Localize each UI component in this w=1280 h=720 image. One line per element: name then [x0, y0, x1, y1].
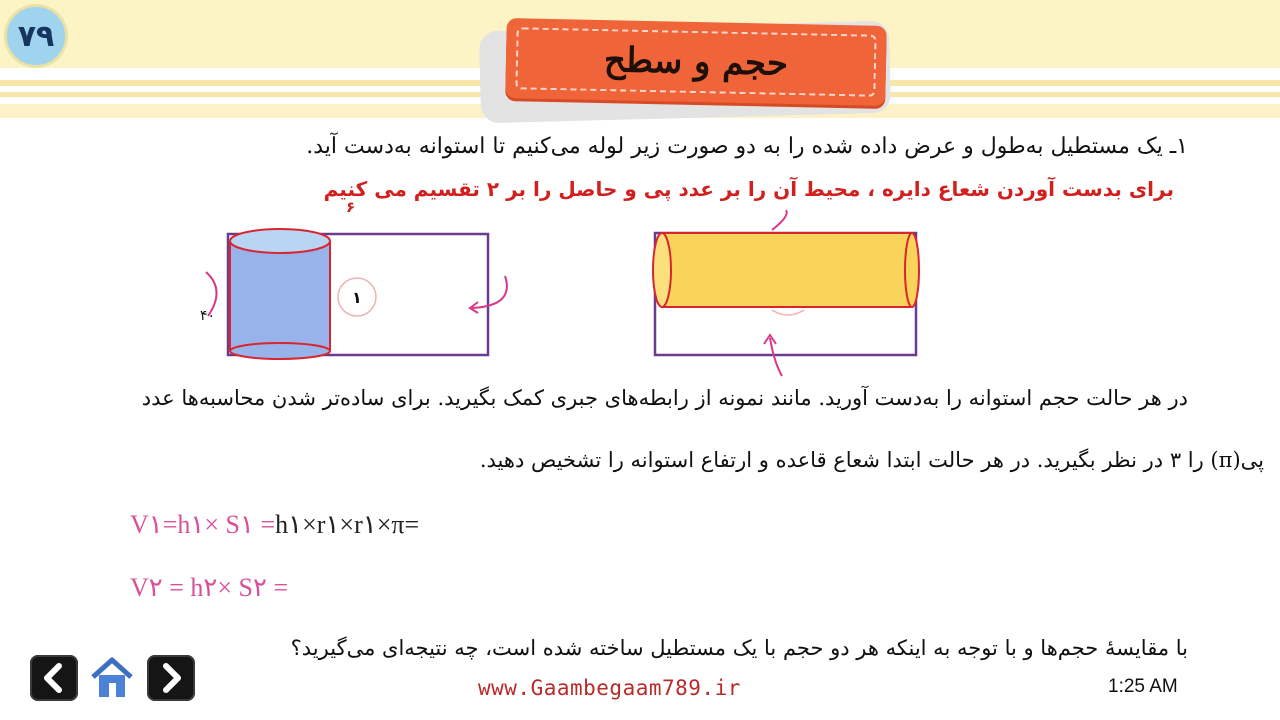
question-1-text: ۱ـ یک مستطیل به‌طول و عرض داده شده را به دو صورت زیر لوله می‌کنیم تا استوانه به‌دست آید. [306, 134, 1188, 159]
formula-v2: V٢ = h٢× S٢ = [130, 573, 289, 602]
side-label: ۴۰ [200, 308, 216, 324]
formula-v1-lhs: V١=h١× S١ = [130, 510, 276, 539]
figure-right [653, 210, 919, 376]
forward-button[interactable] [147, 655, 195, 701]
left-cylinder-body [230, 241, 330, 351]
website-url[interactable]: www.Gaambegaam789.ir [478, 676, 741, 700]
page-number: ۷۹ [17, 18, 55, 54]
left-cylinder-top [230, 229, 330, 253]
final-question: با مقایسهٔ حجم‌ها و با توجه به اینکه هر دو حجم با یک مستطیل ساخته شده است، چه نتیجه‌ای می‌گیرید؟ [290, 636, 1188, 660]
back-arrow-icon [38, 662, 70, 694]
formula-v1 [130, 510, 419, 540]
curl-arrow-top [772, 210, 787, 230]
home-icon [88, 655, 136, 701]
handwritten-mark: ۶ [346, 198, 356, 216]
forward-arrow-icon [155, 662, 187, 694]
home-button[interactable] [88, 655, 136, 701]
instruction-line-1: در هر حالت حجم استوانه را به‌دست آورید. مانند نمونه از رابطه‌های جبری کمک بگیرید. برای ساده‌تر شدن محاسبه‌ها عدد [141, 386, 1188, 410]
clock-time: 1:25 AM [1108, 676, 1178, 697]
right-cylinder-face [653, 233, 671, 307]
right-cylinder-body [662, 233, 912, 307]
page-title: حجم و سطح [603, 40, 789, 84]
formula-v1-rhs: h١×r١×r١×π= [275, 510, 420, 539]
back-button[interactable] [30, 655, 78, 701]
instruction-line-2: پی(π) را ۳ در نظر بگیرید. در هر حالت ابتدا شعاع قاعده و ارتفاع استوانه را تشخیص دهید. [479, 448, 1264, 472]
right-cylinder-end [905, 233, 919, 307]
circle-label: ۱ [352, 288, 362, 307]
left-cylinder-bottom [230, 343, 330, 359]
handwritten-note: برای بدست آوردن شعاع دایره ، محیط آن را بر عدد پی و حاصل را بر ۲ تقسیم می کنیم [323, 177, 1174, 201]
